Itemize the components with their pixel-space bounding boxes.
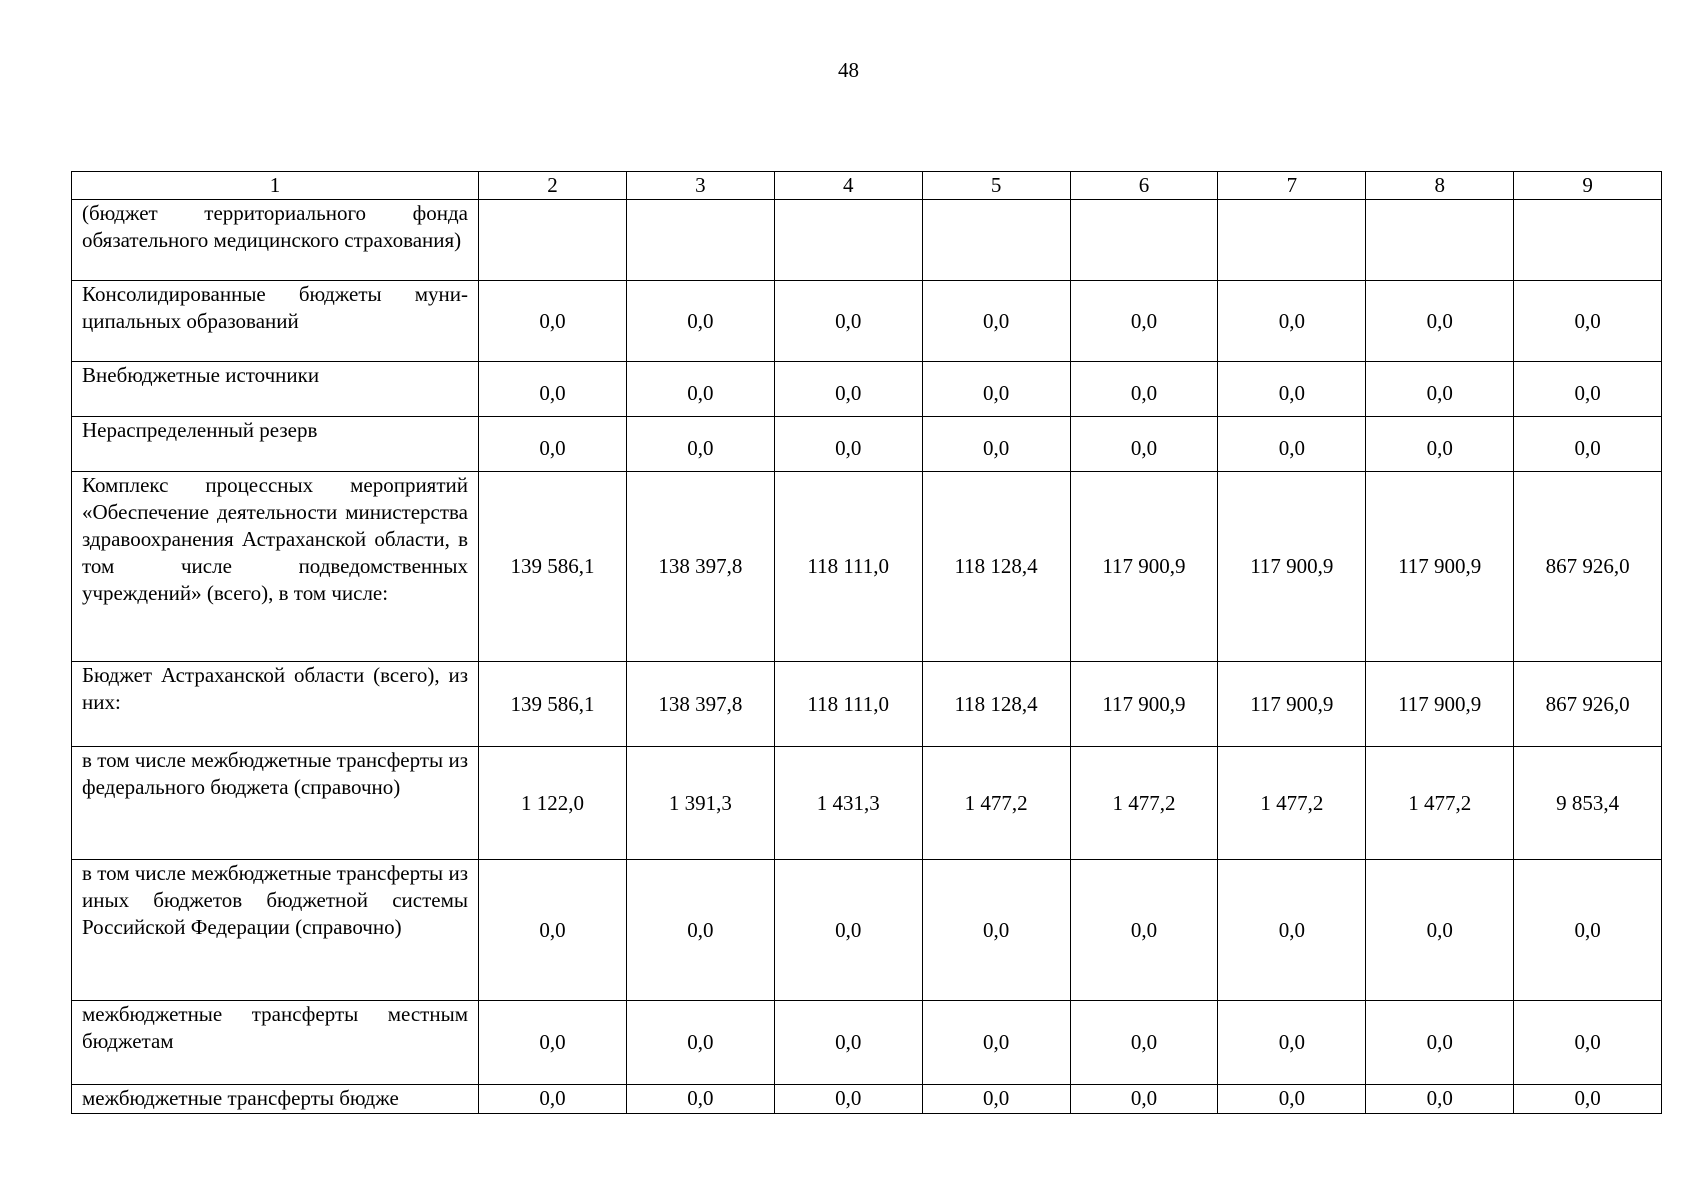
table-row xyxy=(72,747,1662,860)
page-number: 48 xyxy=(838,58,859,82)
value-cell: 118 128,4 xyxy=(922,662,1070,747)
value-cell: 0,0 xyxy=(479,417,627,472)
value-cell: 0,0 xyxy=(1218,860,1366,1001)
row-label: Комплекс процессных мероприятий «Обеспечение деятельности министерства здравоохранения Астраханской области, в том числе подведомственных учреждений» (всего), в том числе: xyxy=(72,472,479,662)
value-cell: 117 900,9 xyxy=(1366,472,1514,662)
value-cell: 0,0 xyxy=(774,281,922,362)
row-label: в том числе межбюджетные трансферты из иных бюджетов бюджетной системы Российской Федерации (справочно) xyxy=(72,860,479,1001)
value-cell: 0,0 xyxy=(1514,860,1662,1001)
value-cell: 0,0 xyxy=(626,1001,774,1085)
value-cell: 867 926,0 xyxy=(1514,472,1662,662)
column-header: 6 xyxy=(1070,172,1218,200)
column-header: 5 xyxy=(922,172,1070,200)
value-cell xyxy=(479,200,627,281)
row-label: межбюджетные трансферты бюдже xyxy=(72,1085,479,1114)
table-row xyxy=(72,472,1662,662)
value-cell: 0,0 xyxy=(479,1001,627,1085)
value-cell xyxy=(1070,200,1218,281)
value-cell: 0,0 xyxy=(922,1085,1070,1114)
value-cell: 0,0 xyxy=(1514,1001,1662,1085)
value-cell: 117 900,9 xyxy=(1218,662,1366,747)
row-label: межбюджетные трансферты местным бюджетам xyxy=(72,1001,479,1085)
value-cell: 0,0 xyxy=(1070,1085,1218,1114)
value-cell: 118 128,4 xyxy=(922,472,1070,662)
value-cell: 0,0 xyxy=(626,417,774,472)
value-cell: 0,0 xyxy=(479,860,627,1001)
budget-table xyxy=(71,171,1662,1114)
value-cell: 0,0 xyxy=(1070,362,1218,417)
value-cell: 0,0 xyxy=(479,362,627,417)
value-cell: 0,0 xyxy=(922,281,1070,362)
column-header: 8 xyxy=(1366,172,1514,200)
value-cell: 0,0 xyxy=(1514,417,1662,472)
row-label: Консолидированные бюджеты муниципальных образований xyxy=(72,281,479,362)
table-row xyxy=(72,362,1662,417)
header-row xyxy=(72,172,1662,200)
value-cell: 117 900,9 xyxy=(1366,662,1514,747)
column-header: 2 xyxy=(479,172,627,200)
value-cell xyxy=(626,200,774,281)
value-cell: 0,0 xyxy=(1514,1085,1662,1114)
value-cell: 0,0 xyxy=(626,281,774,362)
value-cell: 117 900,9 xyxy=(1070,662,1218,747)
row-label: Внебюджетные источники xyxy=(72,362,479,417)
value-cell: 0,0 xyxy=(1218,281,1366,362)
value-cell: 0,0 xyxy=(1070,417,1218,472)
column-header: 7 xyxy=(1218,172,1366,200)
value-cell xyxy=(1366,200,1514,281)
row-label: Бюджет Астраханской области (всего), из них: xyxy=(72,662,479,747)
value-cell: 0,0 xyxy=(1218,1001,1366,1085)
table-row xyxy=(72,417,1662,472)
value-cell: 139 586,1 xyxy=(479,472,627,662)
value-cell: 1 431,3 xyxy=(774,747,922,860)
table-row xyxy=(72,1001,1662,1085)
value-cell: 138 397,8 xyxy=(626,662,774,747)
value-cell: 867 926,0 xyxy=(1514,662,1662,747)
table-row xyxy=(72,1085,1662,1114)
value-cell: 0,0 xyxy=(1366,417,1514,472)
value-cell xyxy=(922,200,1070,281)
value-cell: 0,0 xyxy=(922,417,1070,472)
table-row xyxy=(72,281,1662,362)
value-cell: 0,0 xyxy=(1366,362,1514,417)
value-cell: 0,0 xyxy=(479,1085,627,1114)
value-cell: 0,0 xyxy=(1070,1001,1218,1085)
value-cell: 138 397,8 xyxy=(626,472,774,662)
value-cell: 0,0 xyxy=(1070,860,1218,1001)
column-header: 9 xyxy=(1514,172,1662,200)
value-cell: 0,0 xyxy=(774,362,922,417)
column-header: 3 xyxy=(626,172,774,200)
value-cell: 0,0 xyxy=(1218,1085,1366,1114)
value-cell: 0,0 xyxy=(774,417,922,472)
value-cell: 0,0 xyxy=(1366,1001,1514,1085)
value-cell: 1 477,2 xyxy=(1070,747,1218,860)
value-cell: 0,0 xyxy=(626,362,774,417)
value-cell: 0,0 xyxy=(774,860,922,1001)
value-cell: 0,0 xyxy=(922,362,1070,417)
value-cell xyxy=(774,200,922,281)
value-cell: 1 477,2 xyxy=(1218,747,1366,860)
value-cell: 0,0 xyxy=(1514,281,1662,362)
row-label: в том числе межбюджетные трансферты из федерального бюджета (справочно) xyxy=(72,747,479,860)
value-cell: 0,0 xyxy=(626,1085,774,1114)
row-label: Нераспределенный резерв xyxy=(72,417,479,472)
value-cell: 0,0 xyxy=(774,1085,922,1114)
value-cell: 1 391,3 xyxy=(626,747,774,860)
value-cell: 118 111,0 xyxy=(774,662,922,747)
value-cell: 0,0 xyxy=(922,860,1070,1001)
value-cell: 0,0 xyxy=(774,1001,922,1085)
value-cell: 0,0 xyxy=(1366,281,1514,362)
value-cell: 139 586,1 xyxy=(479,662,627,747)
value-cell: 1 122,0 xyxy=(479,747,627,860)
table-row xyxy=(72,860,1662,1001)
value-cell xyxy=(1514,200,1662,281)
table-row xyxy=(72,200,1662,281)
value-cell xyxy=(1218,200,1366,281)
value-cell: 0,0 xyxy=(1070,281,1218,362)
value-cell: 0,0 xyxy=(1366,1085,1514,1114)
value-cell: 0,0 xyxy=(1514,362,1662,417)
value-cell: 9 853,4 xyxy=(1514,747,1662,860)
value-cell: 0,0 xyxy=(1366,860,1514,1001)
column-header: 1 xyxy=(72,172,479,200)
value-cell: 117 900,9 xyxy=(1070,472,1218,662)
value-cell: 1 477,2 xyxy=(1366,747,1514,860)
row-label: (бюджет территориального фонда обязательного медицинского страхования) xyxy=(72,200,479,281)
value-cell: 1 477,2 xyxy=(922,747,1070,860)
value-cell: 0,0 xyxy=(479,281,627,362)
value-cell: 0,0 xyxy=(1218,362,1366,417)
table-row xyxy=(72,662,1662,747)
value-cell: 0,0 xyxy=(626,860,774,1001)
value-cell: 117 900,9 xyxy=(1218,472,1366,662)
value-cell: 118 111,0 xyxy=(774,472,922,662)
column-header: 4 xyxy=(774,172,922,200)
value-cell: 0,0 xyxy=(1218,417,1366,472)
value-cell: 0,0 xyxy=(922,1001,1070,1085)
